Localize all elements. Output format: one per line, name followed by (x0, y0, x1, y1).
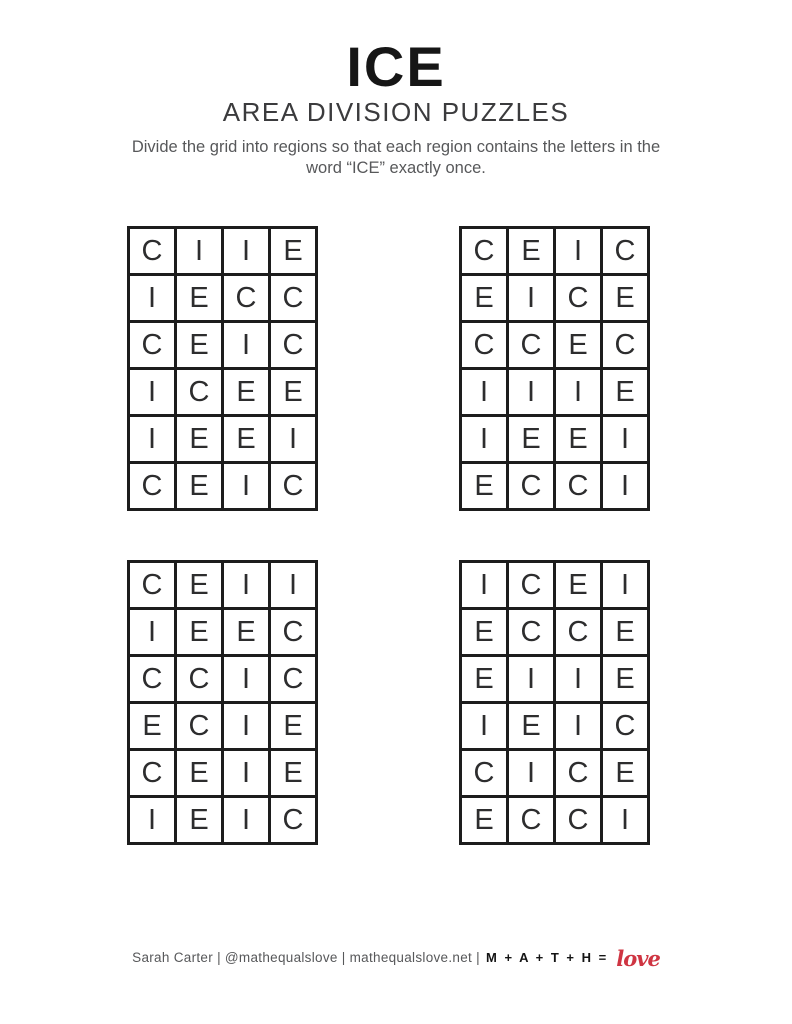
puzzle-grid-1 (127, 226, 318, 511)
puzzle-bottom-right-cell-r6c3: C (556, 798, 603, 845)
footer (0, 946, 792, 971)
puzzle-top-right-cell-r6c4: I (603, 464, 650, 511)
puzzle-top-right-cell-r6c1: E (462, 464, 509, 511)
puzzle-bottom-left-cell-r1c2: E (177, 563, 224, 610)
puzzle-bottom-right-cell-r2c2: C (509, 610, 556, 657)
puzzle-top-left-cell-r3c1: C (130, 323, 177, 370)
puzzle-bottom-left-cell-r6c1: I (130, 798, 177, 845)
page-title: ICE (346, 35, 446, 98)
puzzle-top-left-cell-r1c1: C (130, 229, 177, 276)
puzzle-bottom-right-cell-r6c4: I (603, 798, 650, 845)
puzzle-top-left-cell-r1c3: I (224, 229, 271, 276)
puzzle-top-left-cell-r2c3: C (224, 276, 271, 323)
puzzle-top-left-cell-r1c2: I (177, 229, 224, 276)
puzzle-bottom-left-cell-r5c3: I (224, 751, 271, 798)
puzzle-bottom-right-cell-r2c4: E (603, 610, 650, 657)
puzzle-top-left-cell-r2c2: E (177, 276, 224, 323)
puzzle-top-left-cell-r6c1: C (130, 464, 177, 511)
puzzle-top-left-cell-r5c3: E (224, 417, 271, 464)
puzzle-bottom-left-cell-r5c4: E (271, 751, 318, 798)
puzzle-bottom-right-cell-r4c3: I (556, 704, 603, 751)
puzzle-top-right-cell-r4c4: E (603, 370, 650, 417)
puzzle-top-left-cell-r6c4: C (271, 464, 318, 511)
page-subtitle: AREA DIVISION PUZZLES (222, 97, 570, 127)
puzzle-bottom-left-cell-r2c3: E (224, 610, 271, 657)
puzzle-top-left-cell-r2c1: I (130, 276, 177, 323)
puzzle-top-left-cell-r3c4: C (271, 323, 318, 370)
puzzle-bottom-left-cell-r5c2: E (177, 751, 224, 798)
puzzle-top-right-cell-r5c3: E (556, 417, 603, 464)
instructions (0, 137, 792, 179)
puzzle-bottom-left-cell-r4c1: E (130, 704, 177, 751)
puzzle-bottom-right-cell-r1c1: I (462, 563, 509, 610)
puzzle-grid-2 (459, 226, 650, 511)
puzzle-bottom-left-cell-r1c3: I (224, 563, 271, 610)
puzzle-top-right-cell-r3c4: C (603, 323, 650, 370)
footer-brand-math: M + A + T + H = (486, 950, 609, 965)
puzzle-bottom-left-cell-r1c4: I (271, 563, 318, 610)
puzzle-bottom-left-cell-r2c4: C (271, 610, 318, 657)
puzzle-bottom-right-cell-r5c2: I (509, 751, 556, 798)
instructions-line-2: word “ICE” exactly once. (306, 159, 486, 177)
puzzle-bottom-right-cell-r2c3: C (556, 610, 603, 657)
puzzle-bottom-right-cell-r5c3: C (556, 751, 603, 798)
puzzle-top-right-cell-r3c3: E (556, 323, 603, 370)
puzzle-top-right-cell-r4c3: I (556, 370, 603, 417)
puzzle-bottom-right-cell-r2c1: E (462, 610, 509, 657)
puzzle-top-left-cell-r5c2: E (177, 417, 224, 464)
puzzle-bottom-right-cell-r4c1: I (462, 704, 509, 751)
puzzle-bottom-left-cell-r1c1: C (130, 563, 177, 610)
puzzle-bottom-right-cell-r4c4: C (603, 704, 650, 751)
puzzle-top-right-cell-r1c1: C (462, 229, 509, 276)
puzzle-top-right-cell-r5c1: I (462, 417, 509, 464)
footer-brand-love-script: love (616, 946, 660, 971)
puzzle-top-right-cell-r5c2: E (509, 417, 556, 464)
puzzle-top-left-cell-r5c1: I (130, 417, 177, 464)
puzzle-top-right-cell-r6c3: C (556, 464, 603, 511)
puzzle-bottom-left-cell-r2c2: E (177, 610, 224, 657)
puzzle-bottom-left-cell-r4c2: C (177, 704, 224, 751)
puzzle-grid-3 (127, 560, 318, 845)
puzzle-bottom-right-cell-r6c1: E (462, 798, 509, 845)
puzzle-bottom-left-cell-r2c1: I (130, 610, 177, 657)
puzzle-bottom-right-cell-r3c4: E (603, 657, 650, 704)
puzzle-top-left-cell-r4c4: E (271, 370, 318, 417)
puzzle-top-right-cell-r1c3: I (556, 229, 603, 276)
puzzle-bottom-right-cell-r3c1: E (462, 657, 509, 704)
puzzle-top-left-cell-r4c1: I (130, 370, 177, 417)
puzzle-top-right-cell-r2c2: I (509, 276, 556, 323)
puzzle-top-right-cell-r1c4: C (603, 229, 650, 276)
puzzle-bottom-left-cell-r4c3: I (224, 704, 271, 751)
puzzle-top-left-cell-r1c4: E (271, 229, 318, 276)
puzzle-bottom-right-cell-r3c3: I (556, 657, 603, 704)
puzzle-top-right-cell-r4c2: I (509, 370, 556, 417)
puzzle-top-left-cell-r3c2: E (177, 323, 224, 370)
footer-credit: Sarah Carter | @mathequalslove | mathequalslove.net | (132, 950, 480, 965)
puzzle-top-right-cell-r3c1: C (462, 323, 509, 370)
puzzle-bottom-left-cell-r6c4: C (271, 798, 318, 845)
puzzle-bottom-right-cell-r5c1: C (462, 751, 509, 798)
puzzle-bottom-right-cell-r3c2: I (509, 657, 556, 704)
puzzle-top-right-cell-r1c2: E (509, 229, 556, 276)
puzzle-bottom-left-cell-r3c1: C (130, 657, 177, 704)
puzzle-top-right-cell-r5c4: I (603, 417, 650, 464)
puzzle-bottom-right-cell-r1c2: C (509, 563, 556, 610)
puzzle-grid-4 (459, 560, 650, 845)
puzzle-top-left-cell-r5c4: I (271, 417, 318, 464)
puzzle-top-left-cell-r3c3: I (224, 323, 271, 370)
puzzle-top-right-cell-r3c2: C (509, 323, 556, 370)
puzzle-top-right-cell-r4c1: I (462, 370, 509, 417)
puzzle-bottom-right-cell-r1c4: I (603, 563, 650, 610)
puzzle-top-right-cell-r6c2: C (509, 464, 556, 511)
puzzle-top-left-cell-r6c2: E (177, 464, 224, 511)
puzzle-bottom-left-cell-r3c4: C (271, 657, 318, 704)
puzzle-bottom-right-cell-r5c4: E (603, 751, 650, 798)
puzzle-top-left-cell-r4c3: E (224, 370, 271, 417)
puzzle-bottom-left-cell-r5c1: C (130, 751, 177, 798)
puzzle-bottom-left-cell-r6c2: E (177, 798, 224, 845)
puzzle-bottom-right-cell-r4c2: E (509, 704, 556, 751)
puzzle-top-left-cell-r4c2: C (177, 370, 224, 417)
puzzle-top-left-cell-r2c4: C (271, 276, 318, 323)
puzzle-top-left-cell-r6c3: I (224, 464, 271, 511)
puzzle-top-right-cell-r2c3: C (556, 276, 603, 323)
instructions-line-1: Divide the grid into regions so that each region contains the letters in the (131, 138, 661, 156)
puzzle-bottom-left-cell-r3c2: C (177, 657, 224, 704)
puzzle-top-right-cell-r2c1: E (462, 276, 509, 323)
puzzle-top-right-cell-r2c4: E (603, 276, 650, 323)
puzzle-bottom-right-cell-r6c2: C (509, 798, 556, 845)
puzzle-bottom-left-cell-r4c4: E (271, 704, 318, 751)
puzzle-bottom-left-cell-r6c3: I (224, 798, 271, 845)
puzzle-bottom-left-cell-r3c3: I (224, 657, 271, 704)
puzzle-bottom-right-cell-r1c3: E (556, 563, 603, 610)
